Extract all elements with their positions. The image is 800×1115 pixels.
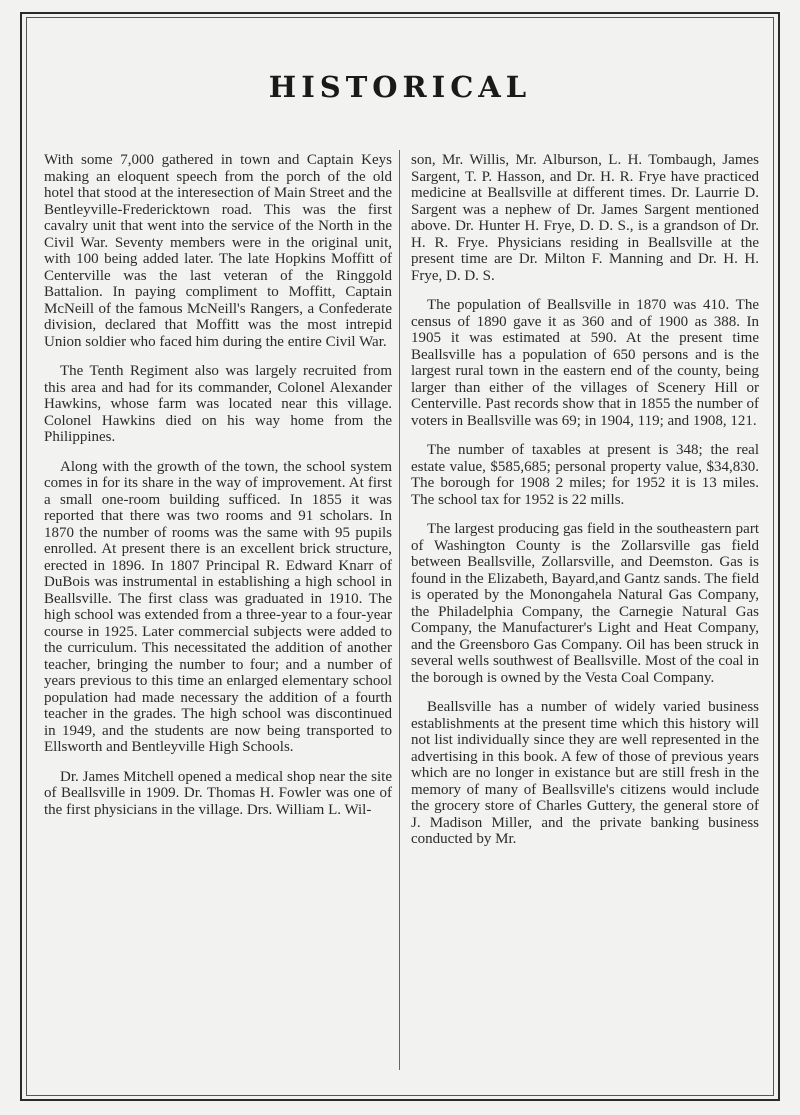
column-divider	[399, 150, 400, 1070]
paragraph: son, Mr. Willis, Mr. Alburson, L. H. Tombaugh, James Sargent, T. P. Hasson, and Dr. H. R. Frye have practiced medicine at Beallsville at different times. Dr. Laurrie D. Sargent was a nephew of Dr. James Sargent mentioned above. Dr. Hunter H. Frye, D. D. S., is a grandson of Dr. H. R. Frye. Physicians residing in Beallsville at the present time are Dr. Milton F. Manning and Dr. H. H. Frye, D. D. S.	[411, 152, 759, 284]
paragraph: The population of Beallsville in 1870 was 410. The census of 1890 gave it as 360 and of 1900 as 388. In 1905 it was estimated at 590. At the present time Beallsville has a population of 650 persons and is the largest rural town in the eastern end of the county, being larger than either of the villages of Scenery Hill or Centerville. Past records show that in 1855 the number of voters in Beallsville was 69; in 1904, 119; and 1908, 121.	[411, 297, 759, 429]
paragraph: Beallsville has a number of widely varied business establishments at the present time which this history will not list individually since they are well represented in the advertising in this book. A few of those of previous years which are no longer in existance but are still fresh in the memory of many of Beallsville's citizens would include the grocery store of Charles Guttery, the general store of J. Madison Miller, and the private banking business conducted by Mr.	[411, 699, 759, 847]
right-column	[411, 152, 759, 861]
paragraph: With some 7,000 gathered in town and Captain Keys making an eloquent speech from the porch of the old hotel that stood at the interesection of Main Street and the Bentleyville-Fredericktown road. This was the first cavalry unit that went into the service of the North in the Civil War. Seventy members were in the original unit, with 100 being added later. The late Hopkins Moffitt of Centerville was the last veteran of the Ringgold Battalion. In paying compliment to Moffitt, Captain McNeill of the famous McNeill's Rangers, a Confederate division, declared that Moffitt was the most intrepid Union soldier who faced him during the entire Civil War.	[44, 152, 392, 350]
paragraph: Along with the growth of the town, the school system comes in for its share in the way of improvement. At first a small one-room building sufficed. In 1855 it was reported that there was two rooms and 91 scholars. In 1870 the number of rooms was the same with 95 pupils enrolled. At present there is an excellent brick structure, erected in 1896. In 1807 Principal R. Edward Knarr of DuBois was instrumental in establishing a high school in Beallsville. The first class was graduated in 1910. The high school was extended from a three-year to a four-year course in 1925. Later commercial subjects were added to the curriculum. This necessitated the addition of another teacher, bringing the number to four; and a number of years previous to this time an enlarged elementary school population had made necessary the addition of a fourth teacher in the grades. The high school was discontinued in 1949, and the students are now being transported to Ellsworth and Bentleyville High Schools.	[44, 458, 392, 755]
paragraph: The Tenth Regiment also was largely recruited from this area and had for its commander, Colonel Alexander Hawkins, whose farm was located near this village. Colonel Hawkins died on his way home from the Philippines.	[44, 363, 392, 445]
paragraph: The number of taxables at present is 348; the real estate value, $585,685; personal property value, $34,830. The borough for 1908 2 miles; for 1952 it is 13 miles. The school tax for 1952 is 22 mills.	[411, 442, 759, 508]
paragraph: The largest producing gas field in the southeastern part of Washington County is the Zollarsville gas field between Beallsville, Zollarsville, and Deemston. Gas is found in the Elizabeth, Bayard,and Gantz sands. The field is operated by the Monongahela Natural Gas Company, the Philadelphia Company, the Carnegie Natural Gas Company, the Manufacturer's Light and Heat Company, and the Greensboro Gas Company. Oil has been struck in several wells southwest of Beallsville. Most of the coal in the borough is owned by the Vesta Coal Company.	[411, 521, 759, 686]
paragraph: Dr. James Mitchell opened a medical shop near the site of Beallsville in 1909. Dr. Thomas H. Fowler was one of the first physicians in the village. Drs. William L. Wil-	[44, 768, 392, 818]
page-title: HISTORICAL	[268, 70, 532, 104]
left-column	[44, 152, 392, 831]
